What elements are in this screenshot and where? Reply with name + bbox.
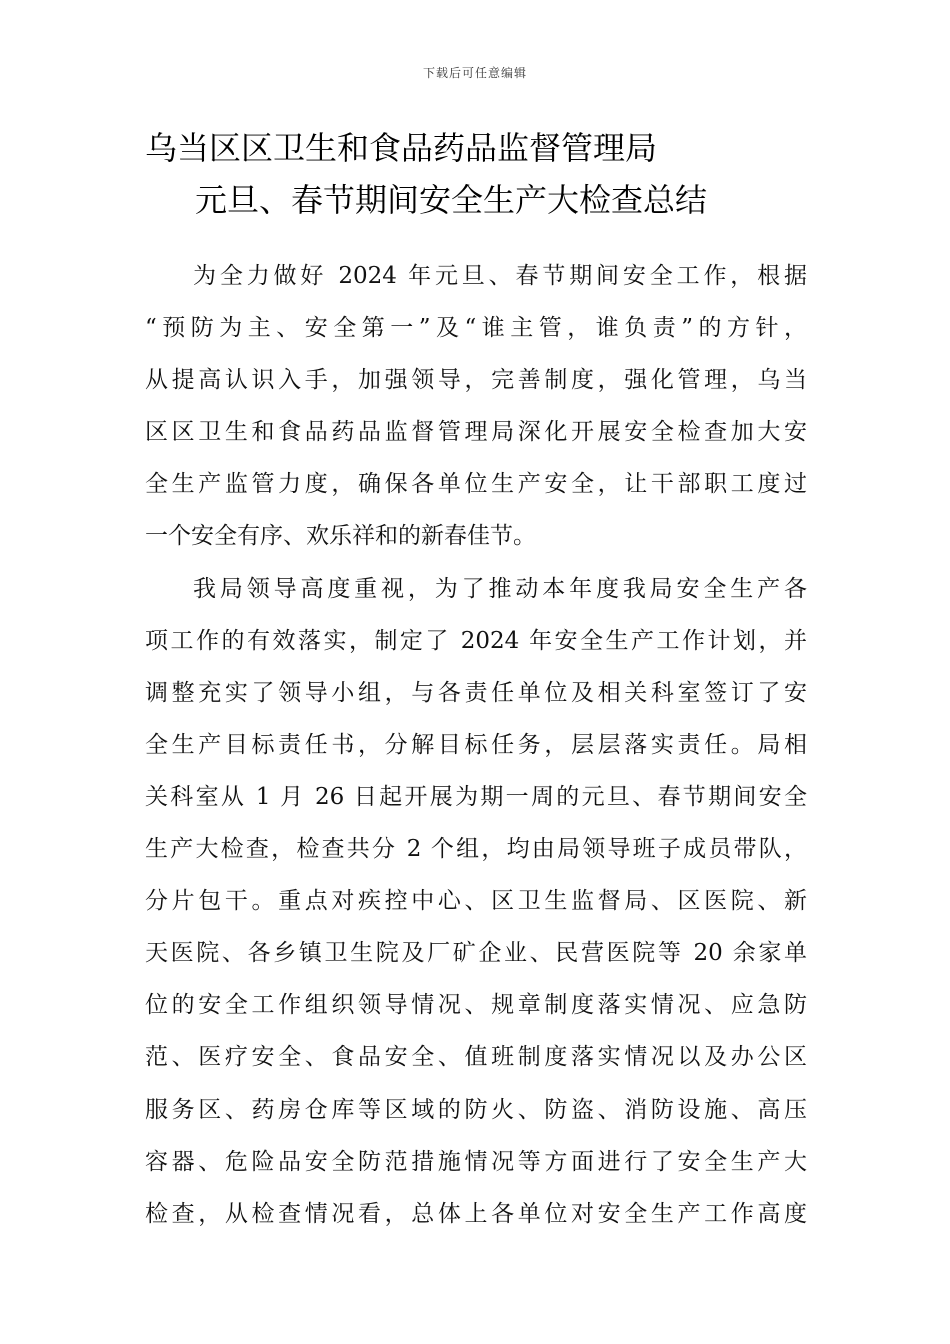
paragraph-line: 我局领导高度重视，为了推动本年度我局安全生产各	[193, 575, 807, 602]
paragraph-line: “预防为主、安全第一”及“谁主管，谁负责”的方针，	[145, 315, 807, 342]
paragraph-line: 天医院、各乡镇卫生院及厂矿企业、民营医院等 20 余家单	[145, 940, 807, 967]
paragraph-line: 一个安全有序、欢乐祥和的新春佳节。	[145, 523, 536, 550]
paragraph-line: 检查，从检查情况看，总体上各单位对安全生产工作高度	[145, 1200, 807, 1227]
paragraph-line: 服务区、药房仓库等区域的防火、防盗、消防设施、高压	[145, 1096, 807, 1123]
paragraph-line: 区区卫生和食品药品监督管理局深化开展安全检查加大安	[145, 419, 807, 446]
paragraph-line: 调整充实了领导小组，与各责任单位及相关科室签订了安	[145, 679, 807, 706]
document-title-line-2: 元旦、春节期间安全生产大检查总结	[195, 181, 708, 219]
document-title-line-1: 乌当区区卫生和食品药品监督管理局	[145, 129, 658, 167]
paragraph-1	[145, 250, 807, 563]
paragraph-line: 为全力做好 2024 年元旦、春节期间安全工作，根据	[193, 263, 807, 289]
paragraph-line: 范、医疗安全、食品安全、值班制度落实情况以及办公区	[145, 1044, 807, 1071]
paragraph-line: 全生产目标责任书，分解目标任务，层层落实责任。局相	[145, 731, 807, 758]
paragraph-line: 容器、危险品安全防范措施情况等方面进行了安全生产大	[145, 1148, 807, 1175]
paragraph-2	[145, 563, 807, 1240]
paragraph-line: 从提高认识入手，加强领导，完善制度，强化管理，乌当	[145, 367, 807, 394]
paragraph-line: 位的安全工作组织领导情况、规章制度落实情况、应急防	[145, 992, 807, 1019]
header-note: 下载后可任意编辑	[422, 66, 527, 80]
paragraph-line: 关科室从 1 月 26 日起开展为期一周的元旦、春节期间安全	[145, 783, 807, 810]
paragraph-line: 分片包干。重点对疾控中心、区卫生监督局、区医院、新	[145, 888, 807, 915]
paragraph-line: 生产大检查，检查共分 2 个组，均由局领导班子成员带队，	[145, 836, 807, 863]
body-text	[145, 250, 807, 1240]
paragraph-line: 全生产监管力度，确保各单位生产安全，让干部职工度过	[145, 471, 807, 498]
paragraph-line: 项工作的有效落实，制定了 2024 年安全生产工作计划，并	[145, 627, 807, 654]
